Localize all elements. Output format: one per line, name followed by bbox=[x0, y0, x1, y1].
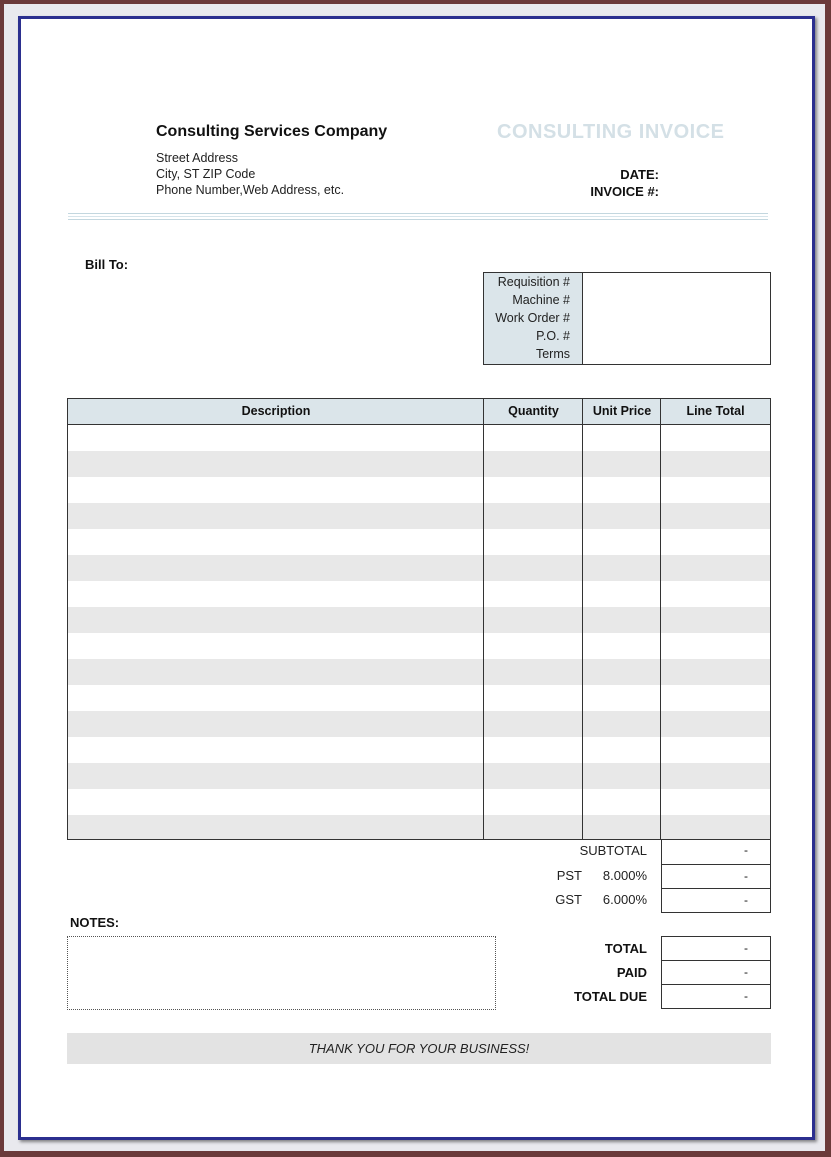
notes-box[interactable] bbox=[67, 936, 496, 1010]
table-row bbox=[68, 711, 770, 737]
document-frame bbox=[4, 4, 825, 1151]
company-street: Street Address bbox=[156, 151, 238, 165]
total-value: - bbox=[661, 936, 771, 961]
column-divider bbox=[483, 399, 484, 839]
quantity-header: Quantity bbox=[508, 404, 559, 418]
work-order-label: Work Order # bbox=[495, 311, 570, 325]
subtotal-label: SUBTOTAL bbox=[579, 843, 647, 858]
gst-label: GST bbox=[555, 892, 582, 907]
table-row bbox=[68, 555, 770, 581]
unit-price-header: Unit Price bbox=[592, 404, 652, 418]
total-due-value: - bbox=[661, 984, 771, 1009]
notes-label: NOTES: bbox=[70, 915, 120, 930]
paid-label: PAID bbox=[616, 965, 647, 980]
header-rule-3 bbox=[68, 219, 768, 220]
pst-label: PST bbox=[556, 868, 582, 883]
requisition-box bbox=[483, 272, 771, 365]
invoice-number-label: INVOICE #: bbox=[590, 184, 659, 199]
subtotal-value: - bbox=[661, 839, 771, 865]
total-due-label: TOTAL DUE bbox=[574, 989, 647, 1004]
po-label: P.O. # bbox=[536, 329, 570, 343]
machine-label: Machine # bbox=[512, 293, 570, 307]
paid-value: - bbox=[661, 960, 771, 985]
company-contact: Phone Number,Web Address, etc. bbox=[156, 183, 345, 197]
invoice-page bbox=[18, 16, 815, 1140]
table-row bbox=[68, 815, 770, 839]
bill-to-label: Bill To: bbox=[85, 257, 129, 272]
table-header bbox=[68, 399, 770, 425]
gst-value: - bbox=[661, 888, 771, 913]
header-rule bbox=[68, 213, 768, 214]
column-divider bbox=[582, 399, 583, 839]
requisition-label: Requisition # bbox=[497, 275, 570, 289]
invoice-title: CONSULTING INVOICE bbox=[497, 121, 725, 143]
pst-rate: 8.000% bbox=[602, 868, 647, 883]
terms-label: Terms bbox=[535, 347, 570, 361]
line-items-table bbox=[67, 398, 771, 840]
requisition-labels bbox=[484, 273, 583, 364]
column-divider bbox=[660, 399, 661, 839]
pst-value: - bbox=[661, 864, 771, 889]
company-name: Consulting Services Company bbox=[156, 123, 388, 140]
total-label: TOTAL bbox=[604, 941, 647, 956]
table-row bbox=[68, 451, 770, 477]
table-row bbox=[68, 503, 770, 529]
gst-rate: 6.000% bbox=[602, 892, 647, 907]
table-row bbox=[68, 763, 770, 789]
description-header: Description bbox=[241, 404, 311, 418]
table-row bbox=[68, 659, 770, 685]
date-label: DATE: bbox=[620, 167, 659, 182]
header-rule-2 bbox=[68, 216, 768, 217]
line-total-header: Line Total bbox=[686, 404, 745, 418]
thank-you-footer: THANK YOU FOR YOUR BUSINESS! bbox=[67, 1033, 771, 1064]
table-row bbox=[68, 607, 770, 633]
company-city: City, ST ZIP Code bbox=[156, 167, 256, 181]
